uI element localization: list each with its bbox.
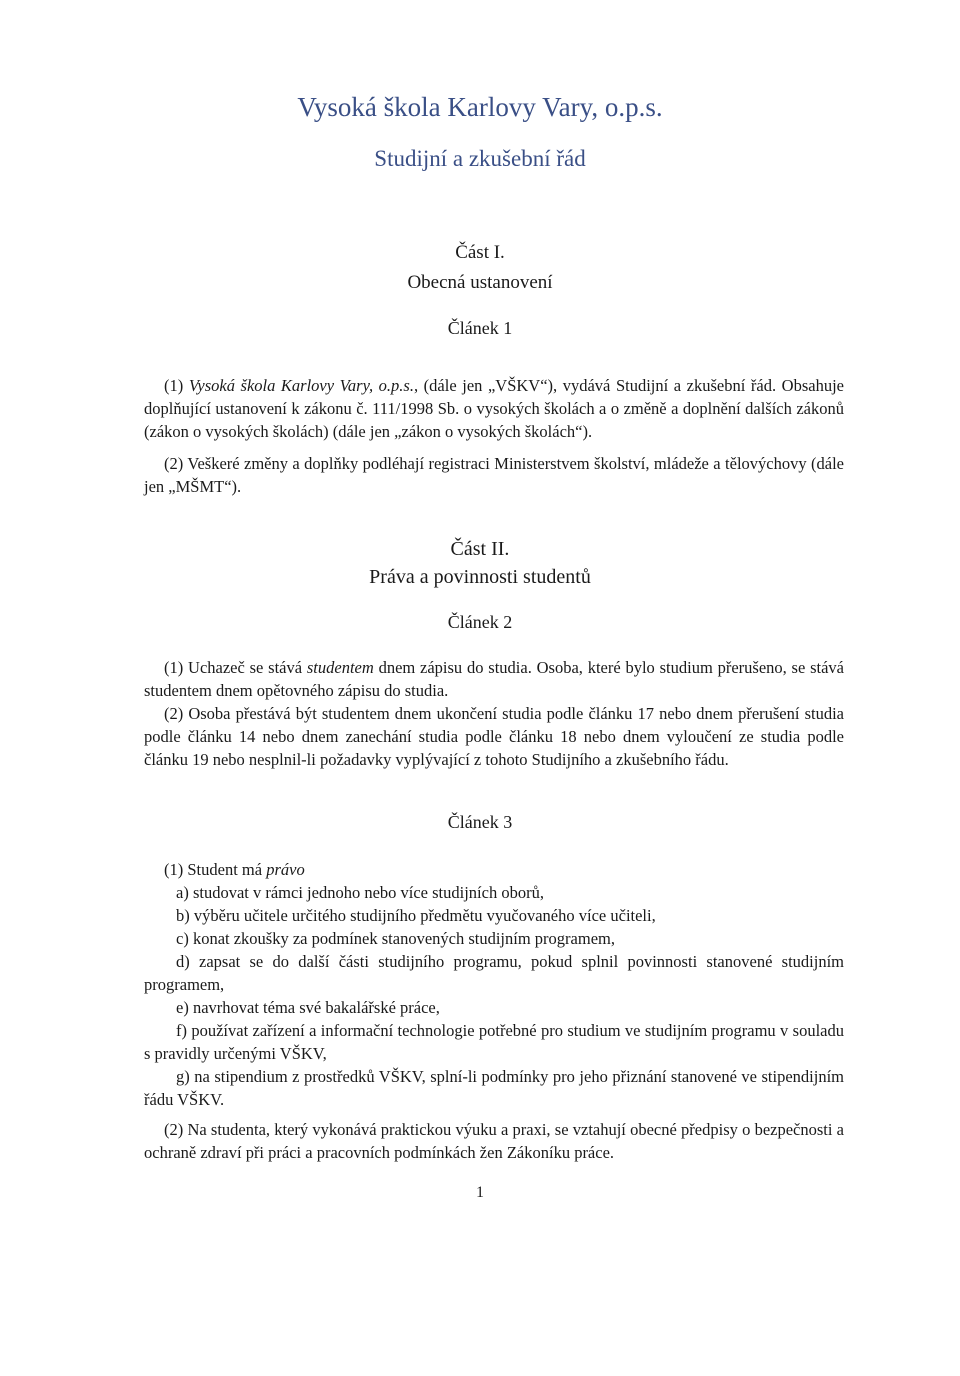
list-item: c) konat zkoušky za podmínek stanovených studijním programem, (176, 929, 615, 948)
article-2-paragraph-2: (2) Osoba přestává být studentem dnem ukončení studia podle článku 17 nebo dnem přerušení studia podle článku 14 nebo dnem zanechání studia podle článku 18 nebo dnem vyloučení ze studia podle článku 19 nebo nesplnil-li požadavky vyplývající z tohoto Studijního a zkušebního řádu. (144, 704, 844, 769)
article-1-label: Článek 1 (447, 318, 513, 338)
page-number: 1 (476, 1184, 484, 1201)
part-1-label: Část I. (455, 242, 505, 263)
list-item: e) navrhovat téma své bakalářské práce, (176, 998, 440, 1017)
list-item: f) používat zařízení a informační technologie potřebné pro studium ve studijním programu v souladu s pravidly určenými VŠKV, (144, 1021, 844, 1063)
part-2-label: Část II. (450, 538, 510, 560)
list-item: a) studovat v rámci jednoho nebo více studijních oborů, (176, 883, 544, 902)
rights-intro: (1) Student má právo (164, 860, 305, 879)
article-2-label: Článek 2 (447, 612, 513, 632)
article-2-paragraph-1: (1) Uchazeč se stává studentem dnem zápisu do studia. Osoba, které bylo studium přerušeno, se stává studentem dnem opětovného zápisu do studia. (144, 658, 845, 700)
student-italic: studentem (306, 658, 374, 677)
article-1-paragraph-2: (2) Veškeré změny a doplňky podléhají registraci Ministerstvem školství, mládeže a tělovýchovy (dále jen „MŠMT“). (144, 454, 844, 496)
article-3-rights-list (144, 858, 844, 1111)
part-1-name: Obecná ustanovení (407, 272, 553, 293)
list-item: g) na stipendium z prostředků VŠKV, splní-li podmínky pro jeho přiznání stanovené ve stipendijním řádu VŠKV. (144, 1067, 844, 1109)
list-item: b) výběru učitele určitého studijního předmětu vyučovaného více učiteli, (176, 906, 656, 925)
right-italic: právo (266, 860, 305, 879)
article-3-label: Článek 3 (447, 812, 513, 832)
document-subtitle: Studijní a zkušební řád (374, 146, 586, 171)
article-1-paragraph-1: (1) Vysoká škola Karlovy Vary, o.p.s., (dále jen „VŠKV“), vydává Studijní a zkušební řád. Obsahuje doplňující ustanovení k zákonu č. 111/1998 Sb. o vysokých školách a o změně a doplnění dalších zákonů (zákon o vysokých školách) (dále jen „zákon o vysokých školách“). (144, 376, 844, 441)
school-name-italic: Vysoká škola Karlovy Vary, o.p.s. (188, 376, 414, 395)
document-title: Vysoká škola Karlovy Vary, o.p.s. (297, 92, 663, 122)
part-2-name: Práva a povinnosti studentů (369, 566, 591, 588)
list-item: d) zapsat se do další části studijního programu, pokud splnil povinnosti stanovené studijním programem, (144, 952, 844, 994)
article-3-paragraph-2: (2) Na studenta, který vykonává praktickou výuku a praxi, se vztahují obecné předpisy o bezpečnosti a ochraně zdraví při práci a pracovních podmínkách žen Zákoníku práce. (144, 1120, 844, 1162)
